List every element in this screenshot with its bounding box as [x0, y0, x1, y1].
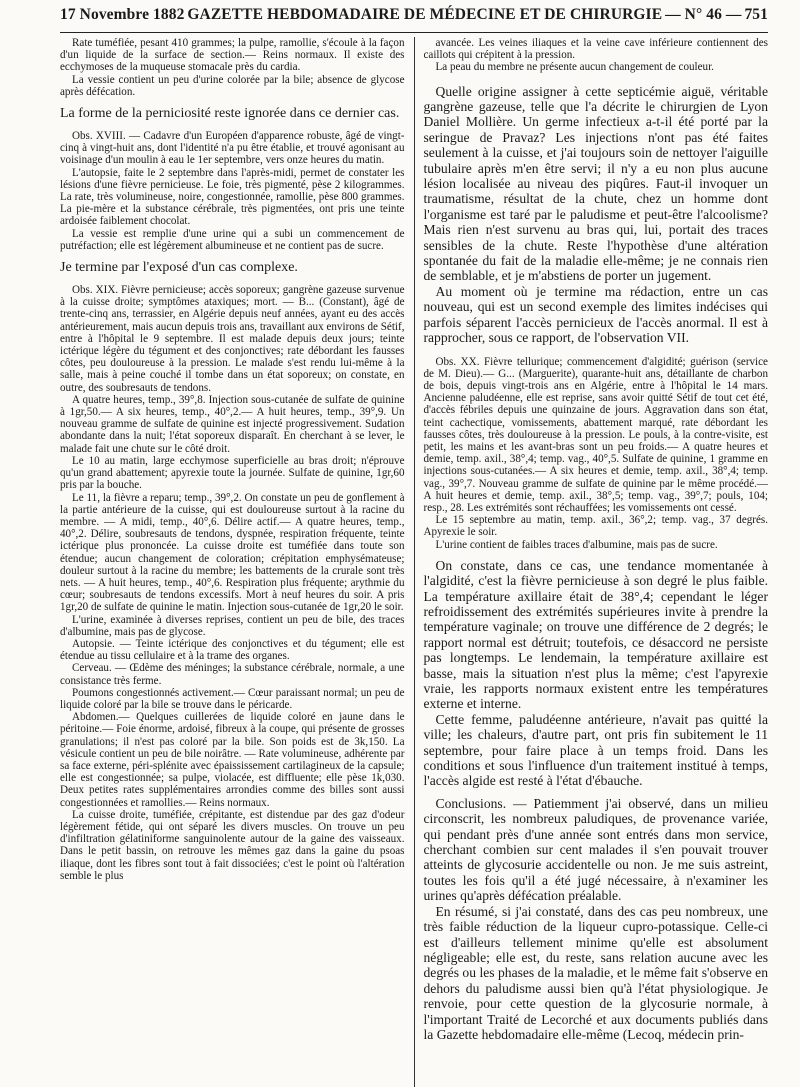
paragraph: A quatre heures, temp., 39°,8. Injection sous-cutanée de sulfate de quinine à 1gr,50.— A six heures, temp., 40°,2.— A huit heures, temp., 39°,9. Un nouveau gramme de sulfate de quinine est injecté progressivement. Sudation abondante dans la nuit; l'état soporeux disparaît. En cherchant à se lever, le malade fait une chute sur le côté droit. — [60, 393, 405, 455]
page-number: 751 — [744, 6, 768, 23]
paragraph: La vessie contient un peu d'urine colorée par la bile; absence de glycose après défécation. — [60, 73, 405, 98]
paragraph: Abdomen.— Quelques cuillerées de liquide coloré en jaune dans le péritoine.— Foie énorme, ardoisé, fibreux à la coupe, qui présente de grosses granulations; il n'est pas coloré par la bile. Son poids est de 3k,150. La vésicule contient un peu de bile noirâtre. — Rate volumineuse, adhérente par sa face externe, péri-splénite avec épaississement cartilagineux de la capsule; elle est congestionnée; sa pulpe, violacée, est diffluente; elle pèse 1k,030. Deux petites rates supplémentaires arrondies comme des billes sont aussi congestionnées et ramollies.— Reins normaux. — [60, 711, 405, 809]
observation-paragraph: Obs. XIX. Fièvre pernicieuse; accès soporeux; gangrène gazeuse survenue à la cuisse droite; symptômes ataxiques; mort. — B... (Constant), âgé de trente-cinq ans, terrassier, en Algérie depuis neuf années, ayant eu des accès antérieurement, mais aucun depuis trois ans, travaillant aux environs de Sétif, entre à l'hôpital le 9 septembre. Il est malade depuis deux jours; teinte ictérique légère du tégument et des conjonctives; rate débordant les fausses côtes, peu douloureuse à la pression. Le malade s'est rendu lui-même à la salle, mais à peine couché il tombe dans un état soporeux; on constate, en outre, des soubresauts de tendons. — [60, 284, 405, 394]
paragraph: Cerveau. — Œdème des méninges; la substance cérébrale, normale, a une consistance très ferme. — [60, 662, 405, 687]
paragraph: En résumé, si j'ai constaté, dans des cas peu nombreux, une très faible réduction de la liqueur cupro-potassique. Celle-ci est d'ailleurs tellement minime qu'elle est absolument négligeable; elle est, du reste, sans relation aucune avec les degrés ou les phases de la maladie, et le même fait s'observe en dehors du paludisme aussi bien qu'à l'état physiologique. Je renvoie, pour cette question de la glycosurie normale, à l'important Traité de Lecorché et aux documents publiés dans la Gazette hebdomadaire elle-même (Lecoq, médecin prin- — [423, 903, 768, 1042]
paragraph: Autopsie. — Teinte ictérique des conjonctives et du tégument; elle est étendue au tissu cellulaire et à la trame des organes. — [60, 637, 405, 663]
paragraph: Cette femme, paludéenne antérieure, n'avait pas quitté la ville; les chaleurs, d'autre part, ont pris fin subitement le 11 septembre, pour faire place à un temps froid. Dans les conditions et sous l'influence d'un traitement institué à temps, l'accès algide est resté à l'état d'ébauche. — [423, 711, 768, 789]
observation-paragraph: Obs. XX. Fièvre tellurique; commencement d'algidité; guérison (service de M. Dieu).— G... (Marguerite), quarante-huit ans, détaillante de charbon de bois, depuis vingt-trois ans en Algérie, entre à l'hôpital le 14 mars. Ancienne paludéenne, elle est reprise, sans avoir quitté Sétif de tout cet été, d'accès fébriles depuis une quinzaine de jours. Aggravation dans son état, teint cachectique, vomissements, abattement marqué, rate débordant les fausses côtes, très douloureuse à la pression. Le pouls, à la contre-visite, est petit, les mains et les avant-bras sont un peu froids.— A quatre heures et demie, temp. axil., 38°,4; temp. vag., 40°,5. Sulfate de quinine, 1 gramme en injections sous-cutanées.— A six heures et demie, temp. axil., 38°,4; temp. vag., 39°,7. Nouveau gramme de sulfate de quinine par le même procédé.— A huit heures et demie, temp. axil., 38°,5; temp. vag., 39°,7; pouls, 104; resp., 28. Les extrémités sont réchauffées; les vomissements ont cessé. — [423, 355, 768, 514]
paragraph: Au moment où je termine ma rédaction, entre un cas nouveau, qui est un second exemple des limites indécises qui parfois séparent l'accès pernicieux de l'accès anormal. Il est à rapprocher, sous ce rapport, de l'observation VII. — [423, 283, 768, 346]
paragraph: avancée. Les veines iliaques et la veine cave inférieure contiennent des caillots qui crépitent à la pression. — [423, 37, 768, 62]
journal-title: GAZETTE HEBDOMADAIRE DE MÉDECINE ET DE CHIRURGIE — [187, 6, 663, 23]
paragraph: On constate, dans ce cas, une tendance momentanée à l'algidité, c'est la fièvre pernicieuse à son degré le plus faible. La température axillaire était de 38°,4; cependant le léger refroidissement des extrémités supérieures invite à prendre la température vaginale; on trouve une différence de 2 degrés; le rapport normal est détruit; toutefois, ce désaccord ne persiste pas longtemps. Le lendemain, la température axillaire est basse, mais la situation n'est plus la même; c'est l'apyrexie vraie, les rapports normaux existent entre les températures externe et interne. — [423, 557, 768, 712]
paragraph: Le 15 septembre au matin, temp. axil., 36°,2; temp. vag., 37 degrés. Apyrexie le soir. — [423, 514, 768, 539]
paragraph: Le 10 au matin, large ecchymose superficielle au bras droit; n'éprouve qu'un grand abattement; apyrexie toute la journée. Sulfate de quinine, 1gr,60 pris par la bouche. — [60, 454, 405, 492]
paragraph: L'urine, examinée à diverses reprises, contient un peu de bile, des traces d'albumine, mais pas de glycose. — [60, 613, 405, 638]
paragraph: Le 11, la fièvre a reparu; temp., 39°,2. On constate un peu de gonflement à la partie antérieure de la cuisse, qui est douloureuse surtout à la racine du membre. — A midi, temp., 40°,6. Délire actif.— A quatre heures, temp., 40°,2. Délire, soubresauts de tendons, dyspnée, respiration fréquente, teinte ictérique plus prononcée. La cuisse droite est tuméfiée dans toute son étendue; aucun changement de coloration; crépitation emphysémateuse; douleur surtout à la racine du membre; les battements de la crurale sont très nets. — A huit heures, temp., 40°,6. Respiration plus fréquente; arythmie du cœur; soubresauts de tendons excessifs. Mort à neuf heures du soir. A pris 1gr,20 de sulfate de quinine le matin. Injection sous-cutanée de 1gr,20 le soir. — [60, 491, 405, 614]
paragraph: La vessie est remplie d'une urine qui a subi un commencement de putréfaction; elle est légèrement albumineuse et ne contient pas de sucre. — [60, 227, 405, 252]
observation-paragraph: Obs. XVIII. — Cadavre d'un Européen d'apparence robuste, âgé de vingt-cinq à vingt-huit ans, dont l'identité n'a pu être établie, et trouvé agonisant au voisinage d'un moulin à eau le 1er septembre, vers onze heures du matin. — [60, 130, 405, 167]
issue-number: — N° 46 — — [665, 6, 742, 23]
right-column — [415, 37, 769, 1087]
paragraph: La cuisse droite, tuméfiée, crépitante, est distendue par des gaz d'odeur légèrement fétide, qui ont séparé les divers muscles. On trouve un peu d'infiltration gélatiniforme sanguinolente autour de la gaine des vaisseaux. Dans le petit bassin, on retrouve les mêmes gaz dans la gaine du psoas iliaque, dont les fibres sont tout à fait dissociées; c'est le point où l'altération semble le plus — [60, 808, 405, 882]
paragraph: L'autopsie, faite le 2 septembre dans l'après-midi, permet de constater les lésions d'une fièvre pernicieuse. Le foie, très pigmenté, pèse 2 kilogrammes. La rate, très volumineuse, noire, congestionnée, ramollie, pèse 800 grammes. La pie-mère et la substance cérébrale, très pigmentées, ont pris une teinte ardoisée faiblement chocolat. — [60, 166, 405, 228]
conclusions-paragraph: Conclusions. — Patiemment j'ai observé, dans un milieu circonscrit, les nombreux paludiques, de provenance variée, qui pendant près d'une année sont entrés dans mon service, cherchant combien sur cent malades il s'en pouvait trouver atteints de glycosurie accidentelle ou non. Je me suis astreint, toutes les fois qu'il a été jugé nécessaire, à n'examiner les urines qu'après défécation préalable. — [423, 795, 768, 904]
paragraph: La peau du membre ne présente aucun changement de couleur. — [435, 61, 714, 74]
section-heading: Je termine par l'exposé d'un cas complexe. — [60, 260, 298, 276]
text-columns — [60, 37, 768, 1087]
paragraph: Rate tuméfiée, pesant 410 grammes; la pulpe, ramollie, s'écoule à la façon d'un liquide de la surface de section.— Reins normaux. Il existe des ecchymoses de la muqueuse stomacale près du cardia. — [60, 37, 405, 74]
paragraph: L'urine contient de faibles traces d'albumine, mais pas de sucre. — [435, 538, 718, 551]
paragraph: Poumons congestionnés activement.— Cœur paraissant normal; un peu de liquide coloré par la bile se trouve dans le péricarde. — [60, 686, 405, 711]
section-heading: La forme de la perniciosité reste ignorée dans ce dernier cas. — [60, 106, 400, 122]
left-column — [60, 37, 415, 1087]
paragraph: Quelle origine assigner à cette septicémie aiguë, véritable gangrène gazeuse, telle que l'a décrite le chirurgien de Lyon Daniel Mollière. Un germe infectieux a-t-il été porté par la seringue de Pravaz? Les injections n'ont pas été faites seulement à la cuisse, et j'ai toujours soin de nettoyer l'aiguille tubulaire après m'en être servi; il n'y a eu non plus aucune lésion localisée au niveau des piqûres. Faut-il invoquer un traumatisme, résultat de la chute, chez un homme dont l'organisme est taré par le paludisme et peut-être l'alcoolisme? Mais rien n'est survenu au bras qui, lui, portait des traces sensibles de la chute. Reste l'hypothèse d'une altération spontanée du fait de la maladie elle-même; je ne connais rien de semblable, et je m'abstiens de porter un jugement. — [423, 83, 768, 284]
running-header — [60, 6, 768, 33]
header-date: 17 Novembre 1882 — [60, 6, 185, 23]
